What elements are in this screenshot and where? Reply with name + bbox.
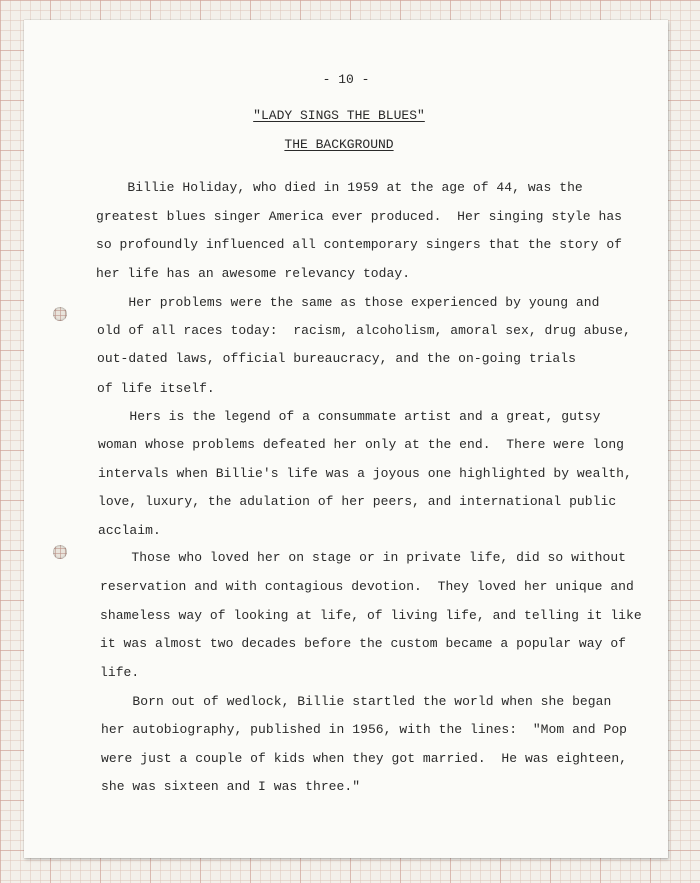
body-line: life. <box>100 665 140 680</box>
body-line: greatest blues singer America ever produced. Her singing style has <box>96 209 623 224</box>
body-line: love, luxury, the adulation of her peers, and international public <box>98 494 617 509</box>
body-line: woman whose problems defeated her only at the end. There were long <box>98 437 625 452</box>
section-heading: THE BACKGROUND <box>284 137 394 152</box>
document-page <box>24 20 668 858</box>
body-line: she was sixteen and I was three." <box>101 779 361 794</box>
body-line: were just a couple of kids when they got married. He was eighteen, <box>101 751 628 766</box>
body-line: Billie Holiday, who died in 1959 at the age of 44, was the <box>96 180 583 195</box>
document-title: "LADY SINGS THE BLUES" <box>253 108 425 123</box>
punch-hole <box>53 307 67 321</box>
body-line: her autobiography, published in 1956, with the lines: "Mom and Pop <box>101 722 628 737</box>
body-line: reservation and with contagious devotion. They loved her unique and <box>100 579 634 594</box>
body-line: Those who loved her on stage or in private life, did so without <box>100 550 627 565</box>
body-line: it was almost two decades before the custom became a popular way of <box>100 636 627 651</box>
body-line: old of all races today: racism, alcoholism, amoral sex, drug abuse, <box>97 323 631 338</box>
body-line: of life itself. <box>97 381 215 396</box>
page-number: - 10 - <box>322 72 370 87</box>
body-line: intervals when Billie's life was a joyous one highlighted by wealth, <box>98 466 632 481</box>
body-line: shameless way of looking at life, of living life, and telling it like <box>100 608 642 623</box>
body-line: Born out of wedlock, Billie startled the world when she began <box>101 694 612 709</box>
body-line: her life has an awesome relevancy today. <box>96 266 411 281</box>
punch-hole <box>53 545 67 559</box>
body-line: Hers is the legend of a consummate artist and a great, gutsy <box>98 409 601 424</box>
body-line: so profoundly influenced all contemporary singers that the story of <box>96 237 623 252</box>
body-line: acclaim. <box>98 523 161 538</box>
body-line: out-dated laws, official bureaucracy, and the on-going trials <box>97 351 576 366</box>
body-line: Her problems were the same as those experienced by young and <box>97 295 600 310</box>
